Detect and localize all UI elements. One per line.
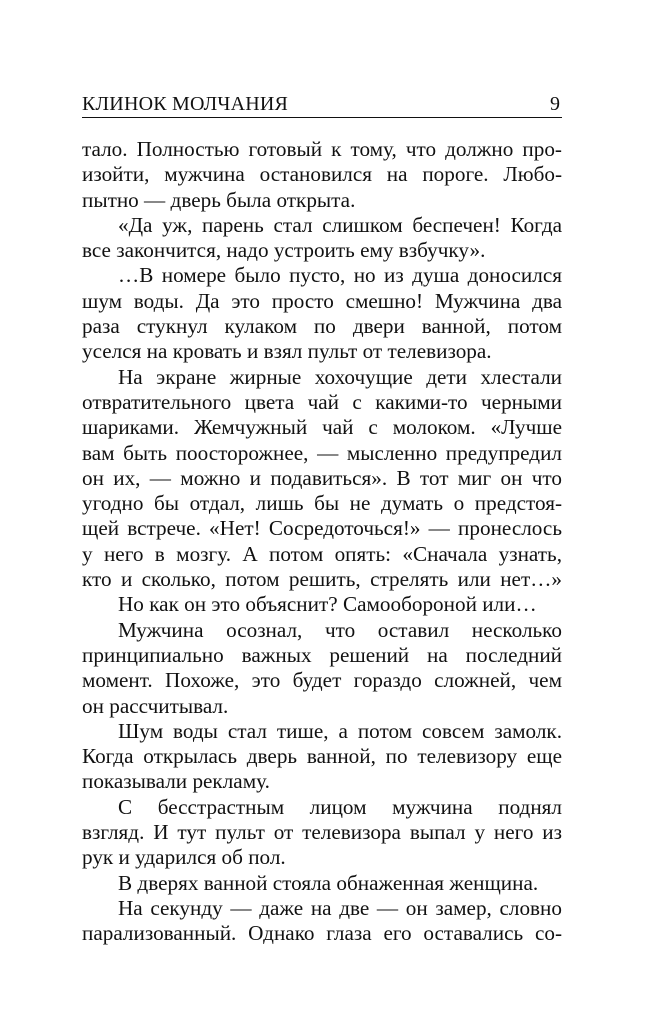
text-line: С бесстрастным лицом мужчина поднял	[118, 794, 562, 819]
text-line: раза стукнул кулаком по двери ванной, потом	[82, 314, 562, 339]
body-text	[82, 137, 562, 947]
book-title: КЛИНОК МОЛЧАНИЯ	[82, 93, 289, 115]
text-line: все закончится, надо устроить ему взбучку».	[82, 238, 486, 263]
text-line: Шум воды стал тише, а потом совсем замолк.	[118, 718, 562, 743]
text-line: шум воды. Да это просто смешно! Мужчина два	[82, 288, 562, 313]
text-line: …В номере было пусто, но из душа доносился	[118, 263, 562, 288]
text-line: На секунду — даже на две — он замер, словно	[118, 895, 562, 920]
text-line: Когда открылась дверь ванной, по телевизору еще	[82, 744, 562, 769]
text-line: взгляд. И тут пульт от телевизора выпал у него из	[82, 820, 562, 845]
book-page	[82, 88, 562, 947]
text-line: Мужчина осознал, что оставил несколько	[118, 617, 562, 642]
text-line: кто и сколько, потом решить, стрелять или нет…»	[82, 567, 562, 592]
text-line: В дверях ванной стояла обнаженная женщина.	[118, 870, 539, 895]
running-header	[82, 88, 562, 118]
text-line: «Да уж, парень стал слишком беспечен! Когда	[118, 212, 562, 237]
text-line: уселся на кровать и взял пульт от телевизора.	[82, 339, 492, 364]
text-line: парализованный. Однако глаза его оставались со-	[82, 921, 562, 946]
text-line: изойти, мужчина остановился на пороге. Любо-	[82, 162, 562, 187]
text-line: На экране жирные хохочущие дети хлестали	[118, 364, 562, 389]
page-number: 9	[550, 93, 560, 115]
text-line: отвратительного цвета чай с какими-то черными	[82, 389, 562, 414]
text-line: он рассчитывал.	[82, 693, 229, 718]
text-line: у него в мозгу. А потом опять: «Сначала узнать,	[82, 541, 562, 566]
text-line: вам быть поосторожнее, — мысленно предупредил	[82, 440, 562, 465]
text-line: щей встрече. «Нет! Сосредоточься!» — пронеслось	[82, 516, 562, 541]
text-line: пытно — дверь была открыта.	[82, 187, 356, 212]
text-line: момент. Похоже, это будет гораздо сложней, чем	[82, 668, 562, 693]
text-line: угодно бы отдал, лишь бы не думать о предстоя-	[82, 491, 562, 516]
text-line: тало. Полностью готовый к тому, что должно про-	[82, 137, 562, 161]
text-line: показывали рекламу.	[82, 769, 270, 794]
text-line: рук и ударился об пол.	[82, 845, 286, 870]
text-line: принципиально важных решений на последний	[82, 642, 562, 667]
text-line: Но как он это объяснит? Самообороной или…	[118, 592, 537, 617]
text-line: он их, — можно и подавиться». В тот миг он что	[82, 465, 562, 490]
text-line: шариками. Жемчужный чай с молоком. «Лучше	[82, 415, 562, 440]
